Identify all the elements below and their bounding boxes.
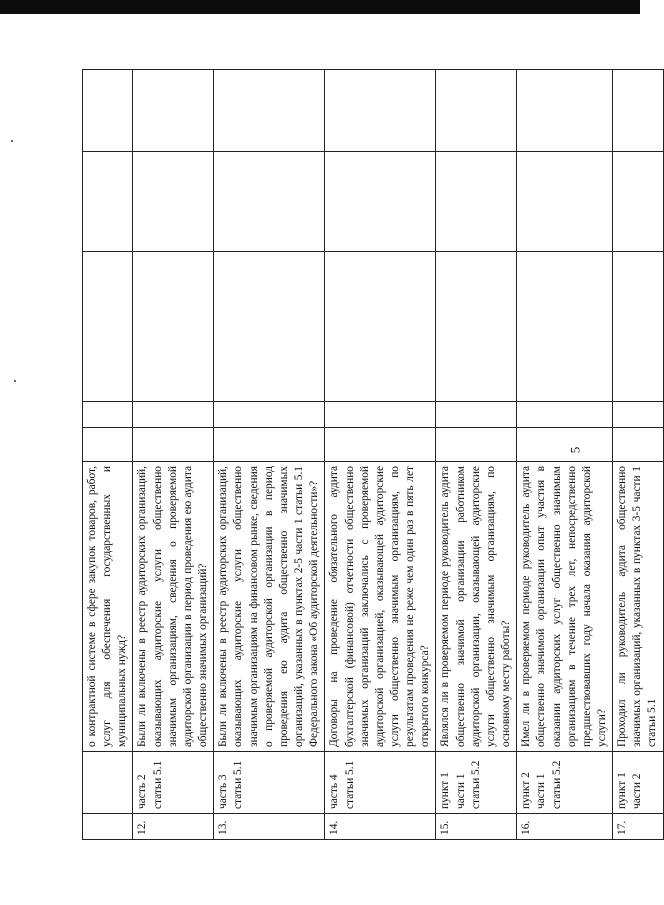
answer-na-cell [517, 252, 613, 402]
table-row [517, 70, 613, 840]
table-row [436, 70, 517, 840]
notes-cell [83, 70, 133, 152]
legal-reference: часть 4 статьи 5.1 [325, 752, 436, 814]
scan-speck [11, 140, 13, 142]
legal-reference: часть 3 статьи 5.1 [214, 752, 325, 814]
table-row [325, 70, 436, 840]
answer-inapplicable-cell [613, 152, 663, 252]
notes-cell [613, 70, 663, 152]
answer-inapplicable-cell [133, 152, 214, 252]
row-number: 15. [436, 814, 517, 840]
notes-cell [436, 70, 517, 152]
answer-no-cell [613, 402, 663, 428]
notes-cell [325, 70, 436, 152]
row-number: 16. [517, 814, 613, 840]
legal-reference: пункт 1 части 2 [613, 752, 663, 814]
answer-inapplicable-cell [325, 152, 436, 252]
answer-no-cell [214, 402, 325, 428]
question-text: Являлся ли в проверяемом периоде руководитель аудита общественно значимой организации работником аудиторской организации, оказывающей аудиторские услуги общественно значимым организациям, по основному месту работы? [436, 462, 517, 752]
page-number: 5 [567, 446, 583, 454]
table-row [214, 70, 325, 840]
answer-yes-cell [436, 428, 517, 462]
row-number [83, 814, 133, 840]
answer-na-cell [214, 252, 325, 402]
answer-yes-cell [325, 428, 436, 462]
question-text: Проходил ли руководитель аудита общественно значимых организаций, указанных в пунктах 3-5 части 1 статьи 5.1 [613, 462, 663, 752]
legal-reference: часть 2 статьи 5.1 [133, 752, 214, 814]
answer-na-cell [83, 252, 133, 402]
answer-inapplicable-cell [436, 152, 517, 252]
question-text: Договоры на проведение обязательного аудита бухгалтерской (финансовой) отчетности общественно значимых организаций заключались с проверяемой аудиторской организацией, оказывающей аудиторские услуги общественно значимым организациям, по результатам проведения не реже чем один раз в пять лет открытого конкурса? [325, 462, 436, 752]
legal-reference: пункт 1 части 1 статьи 5.2 [436, 752, 517, 814]
rotated-checklist-page [82, 70, 659, 840]
answer-yes-cell [517, 428, 613, 462]
row-number: 13. [214, 814, 325, 840]
row-number: 14. [325, 814, 436, 840]
notes-cell [214, 70, 325, 152]
answer-no-cell [517, 402, 613, 428]
scan-speck [14, 380, 16, 382]
checklist-table [82, 69, 664, 840]
answer-inapplicable-cell [83, 152, 133, 252]
row-number: 12. [133, 814, 214, 840]
answer-na-cell [436, 252, 517, 402]
answer-no-cell [436, 402, 517, 428]
answer-no-cell [83, 402, 133, 428]
scan-top-border [0, 0, 640, 14]
legal-reference: пункт 2 части 1 статьи 5.2 [517, 752, 613, 814]
answer-yes-cell [133, 428, 214, 462]
answer-no-cell [325, 402, 436, 428]
answer-no-cell [133, 402, 214, 428]
question-text: Были ли включены в реестр аудиторских организаций, оказывающих аудиторские услуги общественно значимым организациям на финансовом рынке, сведения о проверяемой аудиторской организации в период проведения ею аудита общественно значимых организаций, указанных в пунктах 2-5 части 1 статьи 5.1 Федерального закона «Об аудиторской деятельности»? [214, 462, 325, 752]
answer-inapplicable-cell [517, 152, 613, 252]
question-text: о контрактной системе в сфере закупок товаров, работ, услуг для обеспечения государственных и муниципальных нужд? [83, 462, 133, 752]
answer-yes-cell [613, 428, 663, 462]
notes-cell [133, 70, 214, 152]
notes-cell [517, 70, 613, 152]
answer-na-cell [133, 252, 214, 402]
table-row [133, 70, 214, 840]
row-number: 17. [613, 814, 663, 840]
table-row [83, 70, 133, 840]
question-text: Были ли включены в реестр аудиторских организаций, оказывающих аудиторские услуги общественно значимым организациям, сведения о проверяемой аудиторской организации в период проведения ею аудита общественно значимых организаций? [133, 462, 214, 752]
answer-na-cell [613, 252, 663, 402]
question-text: Имел ли в проверяемом периоде руководитель аудита общественно значимой организации опыт участия в оказании аудиторских услуг общественно значимым организациям в течение трех лет, непосредственно предшествовавших году начала оказания аудиторской услуги? [517, 462, 613, 752]
answer-inapplicable-cell [214, 152, 325, 252]
answer-yes-cell [214, 428, 325, 462]
legal-reference [83, 752, 133, 814]
answer-na-cell [325, 252, 436, 402]
table-row [613, 70, 663, 840]
answer-yes-cell [83, 428, 133, 462]
